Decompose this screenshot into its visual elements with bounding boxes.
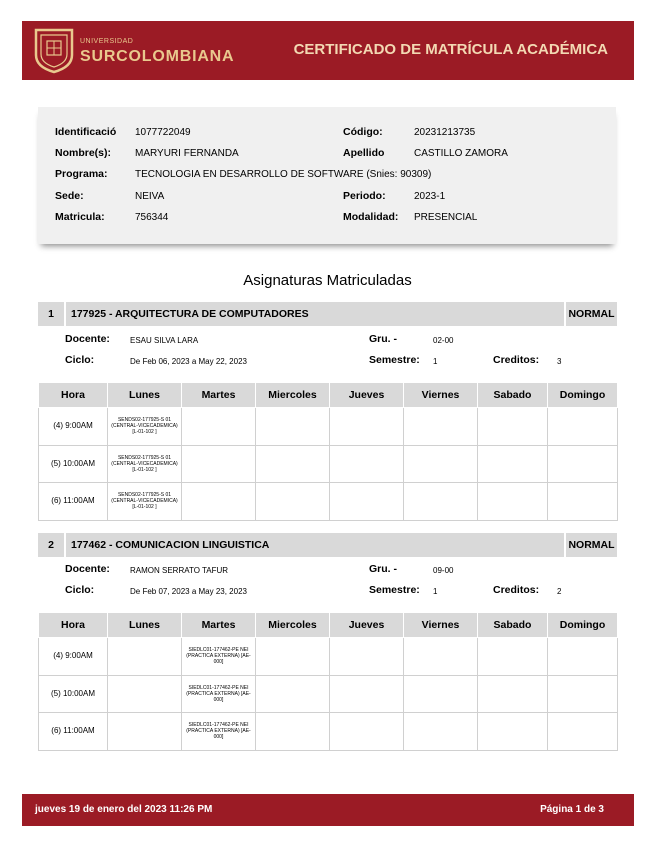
class-cell [330,675,404,713]
class-cell [404,675,478,713]
col-sabado: Sabado [478,383,548,408]
class-cell [330,445,404,483]
class-cell [182,483,256,521]
document-title: CERTIFICADO DE MATRÍCULA ACADÉMICA [293,41,608,58]
modalidad-value: PRESENCIAL [414,212,478,223]
identificacion-label: Identificació [55,126,117,138]
section-title: Asignaturas Matriculadas [243,272,412,289]
class-cell [548,483,618,521]
hora-cell: (6) 11:00AM [39,713,108,751]
matricula-label: Matricula: [55,211,105,223]
semestre-label: Semestre: [369,584,420,596]
col-hora: Hora [39,613,108,638]
class-cell [256,483,330,521]
class-cell: SIEDLC01-177462-PE NEI (PRACTICA EXTERNA) [AE-000] [182,675,256,713]
course-number: 1 [48,308,54,320]
course-number: 2 [48,539,54,551]
col-martes: Martes [182,383,256,408]
col-domingo: Domingo [548,383,618,408]
class-cell [108,675,182,713]
periodo-value: 2023-1 [414,191,446,202]
col-miercoles: Miercoles [256,383,330,408]
class-cell [478,408,548,446]
table-row [39,483,618,521]
class-cell [404,713,478,751]
table-row [39,675,618,713]
identificacion-value: 1077722049 [135,127,191,138]
class-cell [478,445,548,483]
col-miercoles: Miercoles [256,613,330,638]
class-cell [548,638,618,676]
course-header [38,533,617,557]
header-banner [22,21,634,80]
table-row [39,713,618,751]
col-hora: Hora [39,383,108,408]
class-cell: SENDS02-177925-S 01 (CENTRAL-VICECADEMICA) [L-01-102 ] [108,483,182,521]
class-cell [404,408,478,446]
col-viernes: Viernes [404,383,478,408]
ciclo-label: Ciclo: [65,354,95,366]
class-cell [404,638,478,676]
class-cell [108,713,182,751]
class-cell [256,638,330,676]
programa-value: TECNOLOGIA EN DESARROLLO DE SOFTWARE (Snies: 90309) [135,169,432,180]
class-cell [404,445,478,483]
docente-value: RAMON SERRATO TAFUR [130,566,229,575]
class-cell: SENDS02-177925-S 01 (CENTRAL-VICECADEMICA) [L-01-102 ] [108,445,182,483]
col-lunes: Lunes [108,613,182,638]
university-small-label: UNIVERSIDAD [80,38,134,45]
student-info-card [38,107,616,244]
col-lunes: Lunes [108,383,182,408]
course-status: NORMAL [568,308,615,320]
course-header [38,302,617,326]
table-row [39,408,618,446]
page-number: Página 1 de 3 [540,804,604,815]
creditos-label: Creditos: [493,584,540,596]
class-cell: SIEDLC01-177462-PE NEI (PRACTICA EXTERNA) [AE-000] [182,638,256,676]
class-cell [330,408,404,446]
grupo-label: Gru. - [369,563,397,575]
schedule-table [38,382,618,521]
matricula-value: 756344 [135,212,169,223]
footer-banner [22,794,634,826]
creditos-value: 3 [557,357,562,366]
col-domingo: Domingo [548,613,618,638]
class-cell [548,675,618,713]
modalidad-label: Modalidad: [343,211,399,223]
class-cell [256,713,330,751]
creditos-value: 2 [557,587,562,596]
university-name: SURCOLOMBIANA [80,48,235,65]
col-jueves: Jueves [330,613,404,638]
docente-value: ESAU SILVA LARA [130,336,199,345]
grupo-value: 09-00 [433,566,454,575]
programa-label: Programa: [55,168,108,180]
class-cell [478,638,548,676]
codigo-value: 20231213735 [414,127,476,138]
course-title: 177462 - COMUNICACION LINGUISTICA [64,533,566,557]
table-row [39,638,618,676]
nombres-label: Nombre(s): [55,147,112,159]
col-jueves: Jueves [330,383,404,408]
col-sabado: Sabado [478,613,548,638]
class-cell [330,638,404,676]
ciclo-label: Ciclo: [65,584,95,596]
class-cell [256,408,330,446]
ciclo-value: De Feb 07, 2023 a May 23, 2023 [130,587,247,596]
course-title: 177925 - ARQUITECTURA DE COMPUTADORES [64,302,566,326]
hora-cell: (5) 10:00AM [39,675,108,713]
class-cell: SIEDLC01-177462-PE NEI (PRACTICA EXTERNA) [AE-000] [182,713,256,751]
docente-label: Docente: [65,333,110,345]
hora-cell: (6) 11:00AM [39,483,108,521]
class-cell [548,713,618,751]
class-cell [478,483,548,521]
class-cell [256,675,330,713]
creditos-label: Creditos: [493,354,540,366]
class-cell [478,713,548,751]
footer-date: jueves 19 de enero del 2023 11:26 PM [35,804,213,815]
nombres-value: MARYURI FERNANDA [135,148,239,159]
hora-cell: (5) 10:00AM [39,445,108,483]
grupo-label: Gru. - [369,333,397,345]
semestre-label: Semestre: [369,354,420,366]
col-viernes: Viernes [404,613,478,638]
class-cell [256,445,330,483]
ciclo-value: De Feb 06, 2023 a May 22, 2023 [130,357,247,366]
table-row [39,445,618,483]
class-cell [182,408,256,446]
class-cell [548,445,618,483]
class-cell [478,675,548,713]
periodo-label: Periodo: [343,190,386,202]
apellido-label: Apellido [343,147,385,159]
course-status: NORMAL [568,539,615,551]
class-cell [330,483,404,521]
apellido-value: CASTILLO ZAMORA [414,148,508,159]
sede-label: Sede: [55,190,84,202]
hora-cell: (4) 9:00AM [39,638,108,676]
hora-cell: (4) 9:00AM [39,408,108,446]
docente-label: Docente: [65,563,110,575]
class-cell [404,483,478,521]
class-cell [548,408,618,446]
class-cell [330,713,404,751]
class-cell [182,445,256,483]
class-cell: SENDS02-177925-S 01 (CENTRAL-VICECADEMICA) [L-01-102 ] [108,408,182,446]
schedule-table [38,612,618,751]
grupo-value: 02-00 [433,336,454,345]
class-cell [108,638,182,676]
university-shield-logo [32,27,76,74]
sede-value: NEIVA [135,191,165,202]
codigo-label: Código: [343,126,383,138]
semestre-value: 1 [433,357,438,366]
col-martes: Martes [182,613,256,638]
semestre-value: 1 [433,587,438,596]
